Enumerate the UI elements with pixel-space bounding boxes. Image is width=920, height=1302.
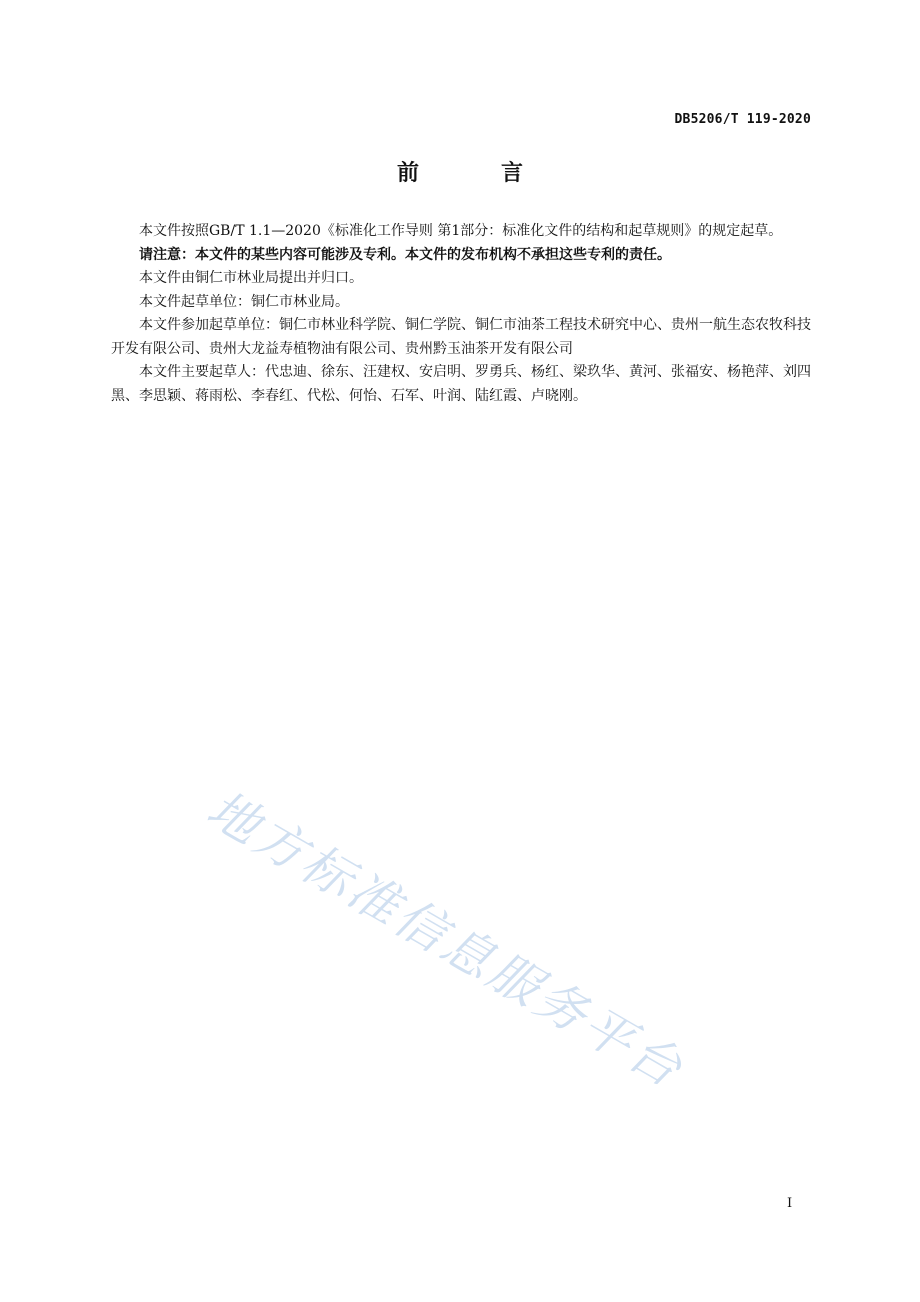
paragraph-participating-units: 本文件参加起草单位：铜仁市林业科学院、铜仁学院、铜仁市油茶工程技术研究中心、贵州一航生态农牧科技开发有限公司、贵州大龙益寿植物油有限公司、贵州黔玉油茶开发有限公司 [111,317,811,357]
watermark: 地方标准信息服务平台 [197,779,695,1100]
paragraph-drafting-basis: 本文件按照GB/T 1.1—2020《标准化工作导则 第1部分：标准化文件的结构和起草规则》的规定起草。 [139,223,783,239]
page-title: 前 言 [396,161,553,186]
document-code: DB5206/T 119-2020 [674,112,811,127]
paragraph-proposer: 本文件由铜仁市林业局提出并归口。 [139,270,363,286]
paragraph-patent-notice: 请注意：本文件的某些内容可能涉及专利。本文件的发布机构不承担这些专利的责任。 [139,246,671,263]
paragraph-main-drafters: 本文件主要起草人：代忠迪、徐东、汪建权、安启明、罗勇兵、杨红、梁玖华、黄河、张福安、杨艳萍、刘四黑、李思颖、蒋雨松、李春红、代松、何怡、石军、叶润、陆红霞、卢晓刚。 [111,364,811,404]
page-number: I [787,1196,793,1211]
foreword-body [111,220,811,408]
paragraph-drafting-unit: 本文件起草单位：铜仁市林业局。 [139,293,349,310]
